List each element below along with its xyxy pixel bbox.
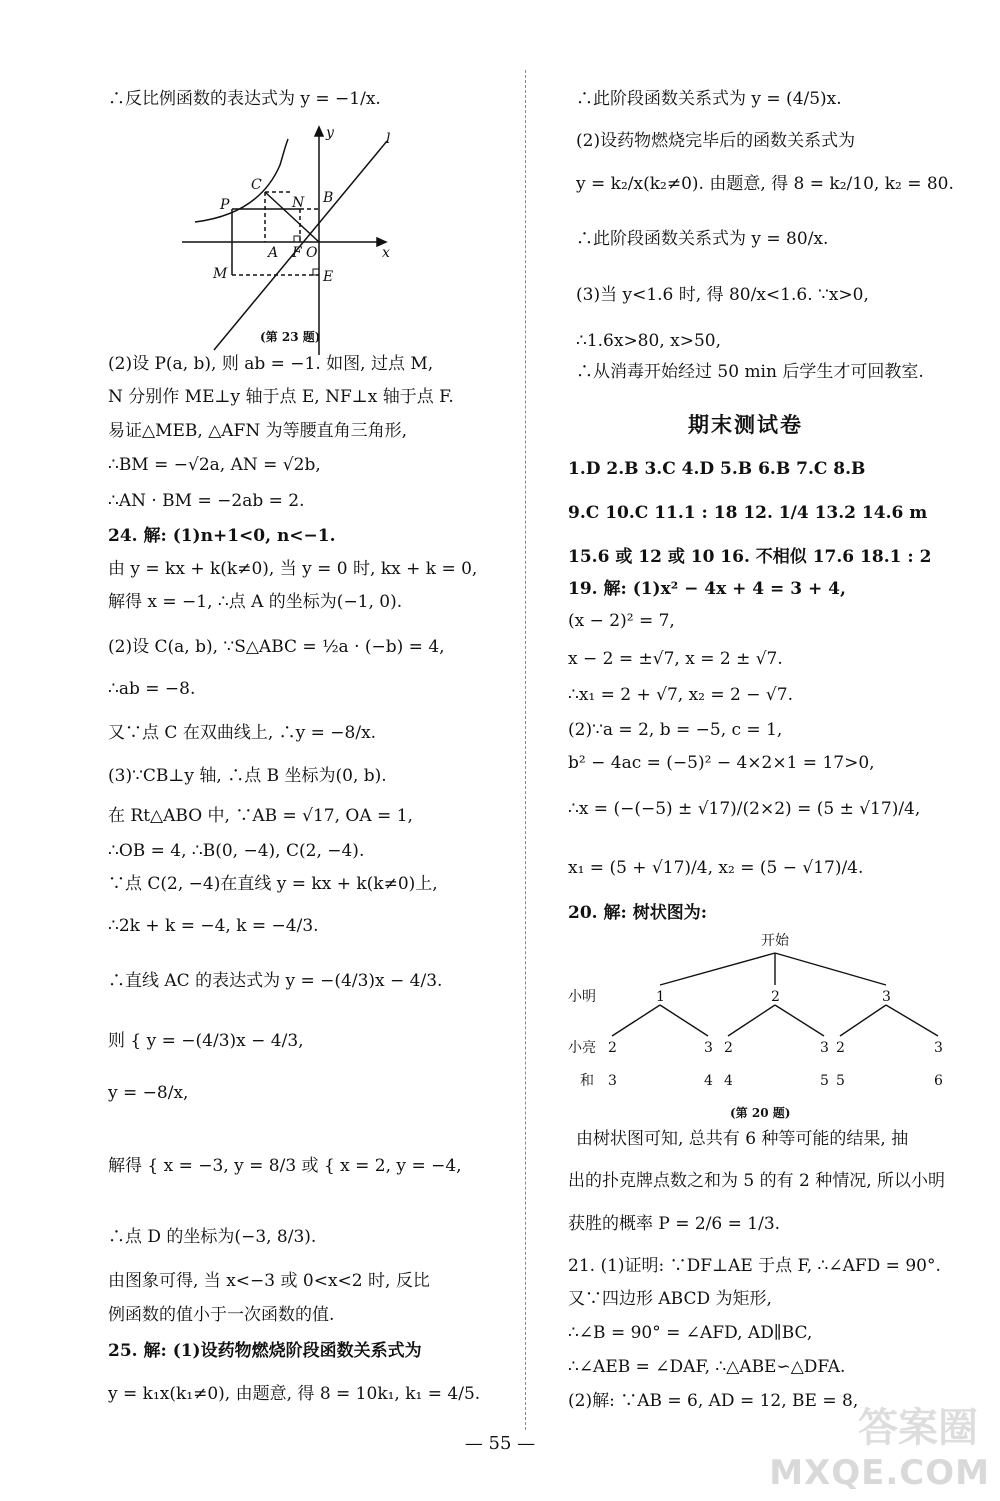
column-divider — [525, 70, 526, 1430]
watermark-url: MXQE.COM — [769, 1453, 990, 1493]
tree-node-l1: 2 — [771, 989, 780, 1005]
label-C: C — [251, 177, 262, 193]
text-line: (x − 2)² = 7, — [568, 611, 675, 631]
tree-edge — [660, 1005, 708, 1036]
text-line: 解得 x = −1, ∴点 A 的坐标为(−1, 0). — [108, 592, 403, 612]
text-line: (3)当 y<1.6 时, 得 80/x<1.6. ∵x>0, — [576, 285, 869, 305]
label-M: M — [213, 266, 228, 282]
text-line: ∴∠AEB = ∠DAF, ∴△ABE∽△DFA. — [568, 1357, 846, 1377]
tree-edge — [775, 1005, 824, 1036]
text-line: 则 { y = −(4/3)x − 4/3, — [108, 1031, 304, 1051]
label-l: l — [386, 131, 391, 147]
row-label-xiaoliang: 小亮 — [568, 1040, 596, 1056]
text-line: ∴从消毒开始经过 50 min 后学生才可回教室. — [576, 362, 924, 382]
text-line: ∴x = (−(−5) ± √17)/(2×2) = (5 ± √17)/4, — [568, 799, 921, 819]
label-B: B — [323, 190, 334, 206]
answer-line: 1.D 2.B 3.C 4.D 5.B 6.B 7.C 8.B — [568, 459, 866, 479]
right-angle-F — [294, 236, 300, 242]
tree-sum: 5 — [820, 1073, 829, 1089]
tree-sum: 6 — [934, 1073, 943, 1089]
tree-sum: 3 — [608, 1073, 617, 1089]
row-label-sum: 和 — [580, 1073, 594, 1089]
text-line: 19. 解: (1)x² − 4x + 4 = 3 + 4, — [568, 579, 846, 599]
answer-line: 15.6 或 12 或 10 16. 不相似 17.6 18.1 : 2 — [568, 547, 932, 567]
text-line: (2)设药物燃烧完毕后的函数关系式为 — [576, 131, 856, 151]
text-line: x − 2 = ±√7, x = 2 ± √7. — [568, 649, 783, 669]
text-line: ∴x₁ = 2 + √7, x₂ = 2 − √7. — [568, 685, 793, 705]
label-N: N — [292, 195, 305, 211]
figure-23-caption: (第 23 题) — [260, 330, 321, 344]
tree-sum: 4 — [704, 1073, 713, 1089]
text-line: y = −8/x, — [108, 1083, 189, 1103]
text-line: 由树状图可知, 总共有 6 种等可能的结果, 抽 — [576, 1129, 909, 1149]
y-axis-arrow — [315, 127, 323, 136]
label-y: y — [326, 125, 334, 141]
text-line: ∴OB = 4, ∴B(0, −4), C(2, −4). — [108, 841, 365, 861]
tree-edge — [886, 1005, 938, 1036]
tree-root: 开始 — [761, 933, 789, 949]
tree-node-l2: 3 — [934, 1040, 943, 1056]
text-line: 出的扑克牌点数之和为 5 的有 2 种情况, 所以小明 — [568, 1171, 946, 1191]
section-title: 期末测试卷 — [688, 413, 803, 437]
text-line: ∴点 D 的坐标为(−3, 8/3). — [108, 1227, 317, 1247]
text-line: ∴AN · BM = −2ab = 2. — [108, 491, 305, 511]
answer-line: 9.C 10.C 11.1 : 18 12. 1/4 13.2 14.6 m — [568, 503, 928, 523]
page-number: — 55 — — [464, 1433, 536, 1454]
text-line: 25. 解: (1)设药物燃烧阶段函数关系式为 — [108, 1341, 422, 1361]
tree-edge — [728, 1005, 775, 1036]
tree-node-l2: 2 — [836, 1040, 845, 1056]
text-line: ∴2k + k = −4, k = −4/3. — [108, 916, 319, 936]
text-line: 24. 解: (1)n+1<0, n<−1. — [108, 526, 336, 546]
text-line: (2)∵a = 2, b = −5, c = 1, — [568, 720, 783, 740]
tree-sum: 4 — [724, 1073, 733, 1089]
tree-edge — [660, 953, 775, 985]
text-line: x₁ = (5 + √17)/4, x₂ = (5 − √17)/4. — [568, 858, 864, 878]
text-line: (2)设 P(a, b), 则 ab = −1. 如图, 过点 M, — [108, 354, 434, 374]
text-line: 易证△MEB, △AFN 为等腰直角三角形, — [108, 421, 408, 441]
text-line: ∴直线 AC 的表达式为 y = −(4/3)x − 4/3. — [108, 971, 443, 991]
tree-node-l2: 2 — [608, 1040, 617, 1056]
figure-23 — [180, 125, 480, 365]
text-line: ∵点 C(2, −4)在直线 y = kx + k(k≠0)上, — [108, 874, 438, 894]
row-label-xiaoming: 小明 — [568, 989, 596, 1005]
text-line: (3)∵CB⊥y 轴, ∴点 B 坐标为(0, b). — [108, 766, 387, 786]
text-line: ∴∠B = 90° = ∠AFD, AD∥BC, — [568, 1323, 813, 1343]
label-x: x — [382, 245, 390, 261]
tree-node-l1: 3 — [882, 989, 891, 1005]
text-line: ∴此阶段函数关系式为 y = 80/x. — [576, 229, 829, 249]
tree-edge — [775, 953, 886, 985]
label-E: E — [323, 269, 334, 285]
tree-node-l1: 1 — [656, 989, 665, 1005]
text-line: ∴反比例函数的表达式为 y = −1/x. — [108, 89, 381, 109]
tree-node-l2: 3 — [820, 1040, 829, 1056]
tree-caption: (第 20 题) — [730, 1106, 791, 1120]
text-line: (2)设 C(a, b), ∵S△ABC = ½a · (−b) = 4, — [108, 637, 445, 657]
tree-sum: 5 — [836, 1073, 845, 1089]
watermark-logo: 答案圈 — [858, 1405, 978, 1451]
text-line: 21. (1)证明: ∵DF⊥AE 于点 F, ∴∠AFD = 90°. — [568, 1256, 941, 1276]
tree-node-l2: 2 — [724, 1040, 733, 1056]
label-A: A — [268, 245, 279, 261]
tree-edge — [612, 1005, 660, 1036]
text-line: 在 Rt△ABO 中, ∵AB = √17, OA = 1, — [108, 806, 413, 826]
tree-edge — [840, 1005, 886, 1036]
text-line: ∴BM = −√2a, AN = √2b, — [108, 455, 321, 475]
text-line: y = k₁x(k₁≠0), 由题意, 得 8 = 10k₁, k₁ = 4/5. — [108, 1384, 481, 1404]
text-line: 由 y = kx + k(k≠0), 当 y = 0 时, kx + k = 0, — [108, 559, 478, 579]
text-line: ∴此阶段函数关系式为 y = (4/5)x. — [576, 89, 842, 109]
label-P: P — [220, 197, 230, 213]
text-line: 又∵四边形 ABCD 为矩形, — [568, 1289, 772, 1309]
text-line: N 分别作 ME⊥y 轴于点 E, NF⊥x 轴于点 F. — [108, 387, 454, 407]
text-line: y = k₂/x(k₂≠0). 由题意, 得 8 = k₂/10, k₂ = 80. — [576, 174, 954, 194]
text-line: ∴1.6x>80, x>50, — [576, 331, 721, 351]
text-line: 由图象可得, 当 x<−3 或 0<x<2 时, 反比 — [108, 1271, 430, 1291]
tree-diagram — [568, 928, 968, 1103]
text-line: (2)解: ∵AB = 6, AD = 12, BE = 8, — [568, 1391, 859, 1411]
label-O: O — [306, 245, 318, 261]
label-F: F — [292, 245, 302, 261]
text-line: 20. 解: 树状图为: — [568, 903, 707, 923]
text-line: 获胜的概率 P = 2/6 = 1/3. — [568, 1214, 781, 1234]
right-angle-E — [313, 269, 319, 275]
tree-node-l2: 3 — [704, 1040, 713, 1056]
text-line: 又∵点 C 在双曲线上, ∴y = −8/x. — [108, 723, 377, 743]
text-line: 解得 { x = −3, y = 8/3 或 { x = 2, y = −4, — [108, 1156, 462, 1176]
text-line: b² − 4ac = (−5)² − 4×2×1 = 17>0, — [568, 753, 875, 773]
text-line: ∴ab = −8. — [108, 679, 196, 699]
text-line: 例函数的值小于一次函数的值. — [108, 1305, 335, 1325]
